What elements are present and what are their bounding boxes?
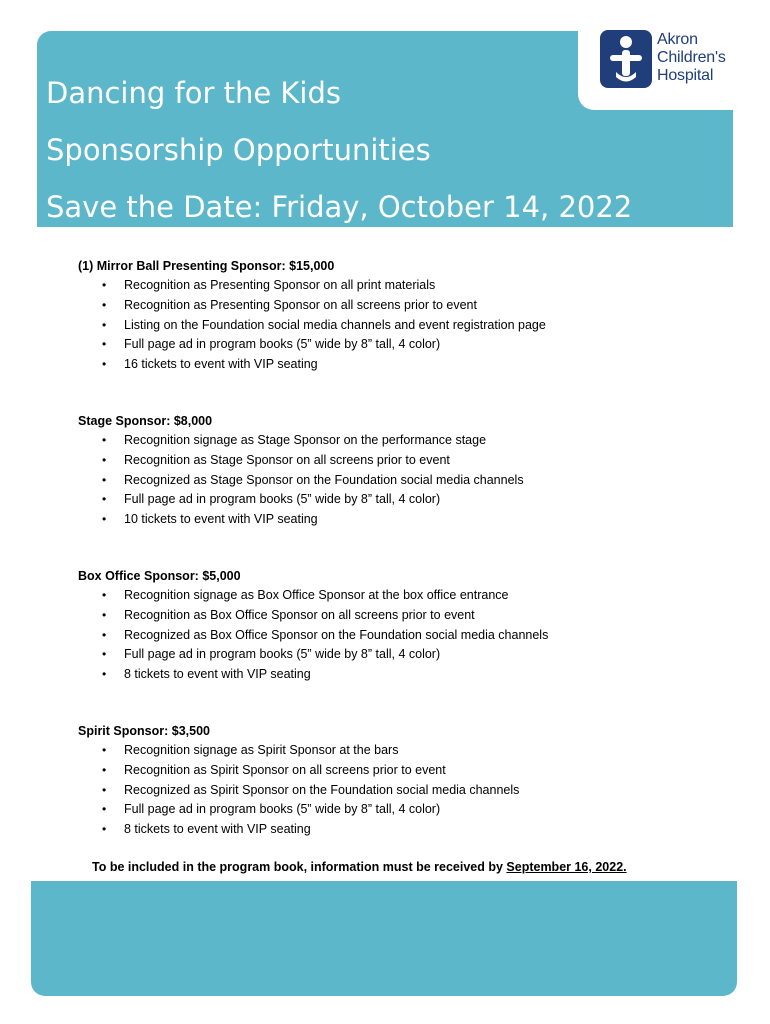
benefit-item: [78, 510, 718, 530]
benefit-text: Recognition as Presenting Sponsor on all screens prior to event: [124, 297, 477, 312]
benefit-text: Full page ad in program books (5” wide by 8” tall, 4 color): [124, 337, 441, 352]
bullet-icon: •: [102, 337, 107, 352]
benefit-text: Recognized as Stage Sponsor on the Foundation social media channels: [124, 472, 524, 487]
benefit-item: [78, 431, 718, 451]
save-the-date: Save the Date: Friday, October 14, 2022: [46, 190, 633, 224]
bullet-icon: •: [102, 607, 107, 622]
benefits-list: [78, 431, 718, 530]
benefit-text: 8 tickets to event with VIP seating: [124, 822, 311, 837]
benefit-item: [78, 335, 718, 355]
benefit-item: [78, 761, 718, 781]
benefits-list: [78, 586, 718, 685]
sponsor-section: [78, 721, 718, 840]
sponsor-level-heading: (1) Mirror Ball Presenting Sponsor: $15,000: [78, 259, 335, 273]
program-book-note: [92, 858, 712, 876]
benefit-item: [78, 451, 718, 471]
bullet-icon: •: [102, 822, 107, 837]
sponsor-level-heading: Box Office Sponsor: $5,000: [78, 568, 241, 583]
benefit-item: [78, 645, 718, 665]
benefit-text: Recognition as Box Office Sponsor on all screens prior to event: [124, 607, 475, 622]
benefit-text: Full page ad in program books (5” wide by 8” tall, 4 color): [124, 492, 441, 507]
benefit-text: Recognition signage as Stage Sponsor on the performance stage: [124, 432, 487, 447]
logo-line-1: Akron: [657, 31, 698, 48]
benefit-text: Recognized as Box Office Sponsor on the Foundation social media channels: [124, 627, 549, 642]
bullet-icon: •: [102, 667, 107, 682]
event-title: Dancing for the Kids: [46, 76, 341, 110]
bullet-icon: •: [102, 492, 107, 507]
benefit-item: [78, 626, 718, 646]
benefit-item: [78, 606, 718, 626]
benefit-text: Recognition signage as Box Office Sponsor at the box office entrance: [124, 587, 509, 602]
benefit-item: [78, 781, 718, 801]
sponsor-section: [78, 566, 718, 685]
bullet-icon: •: [102, 782, 107, 797]
benefit-text: Recognition as Presenting Sponsor on all print materials: [124, 278, 436, 292]
logo-wordmark: [657, 31, 726, 85]
benefit-text: Full page ad in program books (5” wide by 8” tall, 4 color): [124, 647, 441, 662]
akron-childrens-logo: [600, 30, 760, 90]
benefit-text: Recognized as Spirit Sponsor on the Foundation social media channels: [124, 782, 520, 797]
benefit-text: 16 tickets to event with VIP seating: [124, 357, 318, 372]
bullet-icon: •: [102, 512, 107, 527]
benefit-item: [78, 296, 718, 316]
sponsorship-list: [78, 256, 718, 876]
benefit-item: [78, 355, 718, 375]
page-subtitle: Sponsorship Opportunities: [46, 133, 431, 167]
deadline-date: September 16, 2022.: [506, 860, 627, 874]
sponsor-level-heading: Spirit Sponsor: $3,500: [78, 723, 210, 738]
benefit-item: [78, 490, 718, 510]
bullet-icon: •: [102, 357, 107, 372]
bullet-icon: •: [102, 647, 107, 662]
logo-line-3: Hospital: [657, 67, 714, 84]
benefit-item: [78, 800, 718, 820]
bullet-icon: •: [102, 278, 107, 292]
benefit-text: Recognition signage as Spirit Sponsor at the bars: [124, 742, 399, 757]
benefit-item: [78, 471, 718, 491]
sponsor-section: [78, 411, 718, 530]
bullet-icon: •: [102, 317, 107, 332]
bullet-icon: •: [102, 432, 107, 447]
bullet-icon: •: [102, 452, 107, 467]
benefit-text: Recognition as Spirit Sponsor on all screens prior to event: [124, 762, 446, 777]
benefit-item: [78, 276, 718, 296]
footer-band: [31, 881, 737, 996]
bullet-icon: •: [102, 762, 107, 777]
bullet-icon: •: [102, 627, 107, 642]
benefit-text: 8 tickets to event with VIP seating: [124, 667, 311, 682]
benefit-item: [78, 316, 718, 336]
benefit-item: [78, 586, 718, 606]
benefit-text: Full page ad in program books (5” wide by 8” tall, 4 color): [124, 802, 441, 817]
logo-line-2: Children's: [657, 49, 726, 66]
sponsor-section: [78, 256, 718, 375]
note-text: To be included in the program book, information must be received by: [92, 860, 507, 874]
bullet-icon: •: [102, 802, 107, 817]
benefit-item: [78, 820, 718, 840]
bullet-icon: •: [102, 297, 107, 312]
bullet-icon: •: [102, 587, 107, 602]
benefits-list: [78, 276, 718, 375]
sponsor-level-heading: Stage Sponsor: $8,000: [78, 413, 213, 428]
benefits-list: [78, 741, 718, 840]
bullet-icon: •: [102, 472, 107, 487]
benefit-item: [78, 665, 718, 685]
benefit-item: [78, 741, 718, 761]
benefit-text: 10 tickets to event with VIP seating: [124, 512, 318, 527]
bullet-icon: •: [102, 742, 107, 757]
child-figure-icon: [600, 30, 652, 88]
benefit-text: Listing on the Foundation social media channels and event registration page: [124, 317, 546, 332]
benefit-text: Recognition as Stage Sponsor on all screens prior to event: [124, 452, 450, 467]
